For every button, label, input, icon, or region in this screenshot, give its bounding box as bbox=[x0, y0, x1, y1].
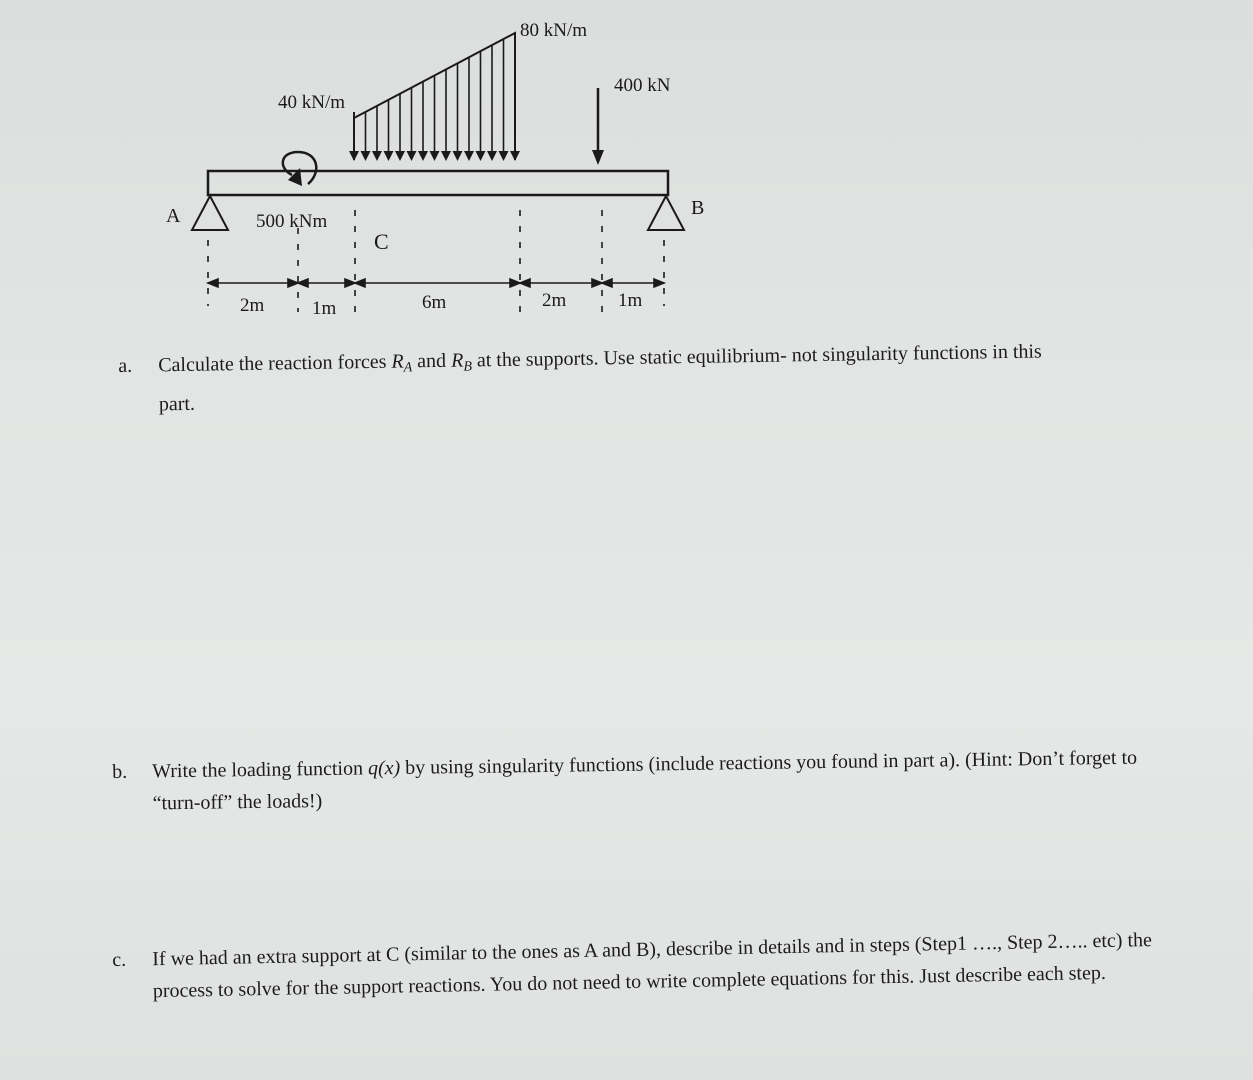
load-arrow-head bbox=[441, 151, 451, 161]
point-load-label: 400 kN bbox=[614, 75, 671, 96]
question-c-text: If we had an extra support at C (similar to the ones as A and B), describe in details and in steps (Step1 …., Step 2….. etc) the process to solve for the support reactions. You do not need to write complete equations for this. Just describe each step. bbox=[152, 929, 1153, 1003]
question-c bbox=[112, 924, 1153, 1008]
load-arrow-head bbox=[487, 151, 497, 161]
dim-arrowhead bbox=[355, 279, 365, 287]
question-b-letter: b. bbox=[112, 760, 128, 783]
question-a-letter: a. bbox=[118, 354, 133, 377]
rb-subscript: B bbox=[463, 359, 473, 375]
moment-arrow bbox=[283, 152, 316, 186]
qx-symbol: q(x) bbox=[367, 756, 401, 780]
load-arrow-head bbox=[499, 151, 509, 161]
question-a-text-part2: and bbox=[412, 349, 452, 373]
dim-2m-left: 2m bbox=[240, 295, 265, 316]
support-a-label: A bbox=[166, 205, 181, 227]
load-arrow-head bbox=[464, 151, 474, 161]
support-b bbox=[648, 196, 684, 230]
question-a-text bbox=[158, 335, 1059, 420]
load-arrow-head bbox=[372, 151, 382, 161]
distributed-load bbox=[349, 33, 520, 161]
load-80-label: 80 kN/m bbox=[520, 20, 588, 41]
ra-subscript: A bbox=[403, 360, 413, 376]
load-40-label: 40 kN/m bbox=[278, 92, 346, 113]
load-arrow-head bbox=[418, 151, 428, 161]
load-arrow-head bbox=[430, 151, 440, 161]
rb-symbol: R bbox=[450, 349, 464, 372]
question-a bbox=[118, 335, 1059, 421]
beam bbox=[208, 171, 668, 195]
question-b bbox=[112, 742, 1143, 820]
support-a bbox=[192, 196, 228, 230]
load-arrow-head bbox=[453, 151, 463, 161]
question-a-text-part3: at the supports. Use static equilibrium- not singularity functions in this part. bbox=[158, 340, 1042, 416]
dim-2m-right: 2m bbox=[542, 290, 567, 311]
question-b-text bbox=[152, 742, 1143, 820]
dim-1m-left: 1m bbox=[312, 298, 337, 319]
dim-arrowhead bbox=[520, 279, 530, 287]
dim-arrowhead bbox=[298, 279, 308, 287]
question-c-letter: c. bbox=[112, 948, 127, 971]
dim-arrowhead bbox=[654, 279, 664, 287]
point-load-arrow bbox=[592, 88, 604, 165]
point-c-label: C bbox=[374, 229, 389, 254]
question-b-text-part1: Write the loading function bbox=[152, 757, 369, 783]
dim-1m-right: 1m bbox=[618, 290, 643, 311]
ra-symbol: R bbox=[391, 350, 404, 373]
dim-6m: 6m bbox=[422, 292, 447, 313]
dim-arrowhead bbox=[208, 279, 218, 287]
load-arrow-head bbox=[361, 151, 371, 161]
load-arrow-head bbox=[476, 151, 486, 161]
beam-diagram bbox=[0, 0, 1253, 330]
question-a-text-part1: Calculate the reaction forces bbox=[158, 350, 392, 377]
load-arrow-head bbox=[510, 151, 520, 161]
question-b-text-part2: by using singularity functions (include reactions you found in part a). (Hint: Don’t forget to “turn-off” the loads!) bbox=[152, 746, 1138, 815]
support-b-label: B bbox=[691, 197, 705, 219]
load-arrow-head bbox=[407, 151, 417, 161]
load-arrow-head bbox=[349, 151, 359, 161]
load-arrow-head bbox=[384, 151, 394, 161]
dim-arrowhead bbox=[602, 279, 612, 287]
moment-label: 500 kNm bbox=[256, 211, 328, 232]
load-arrow-head bbox=[395, 151, 405, 161]
